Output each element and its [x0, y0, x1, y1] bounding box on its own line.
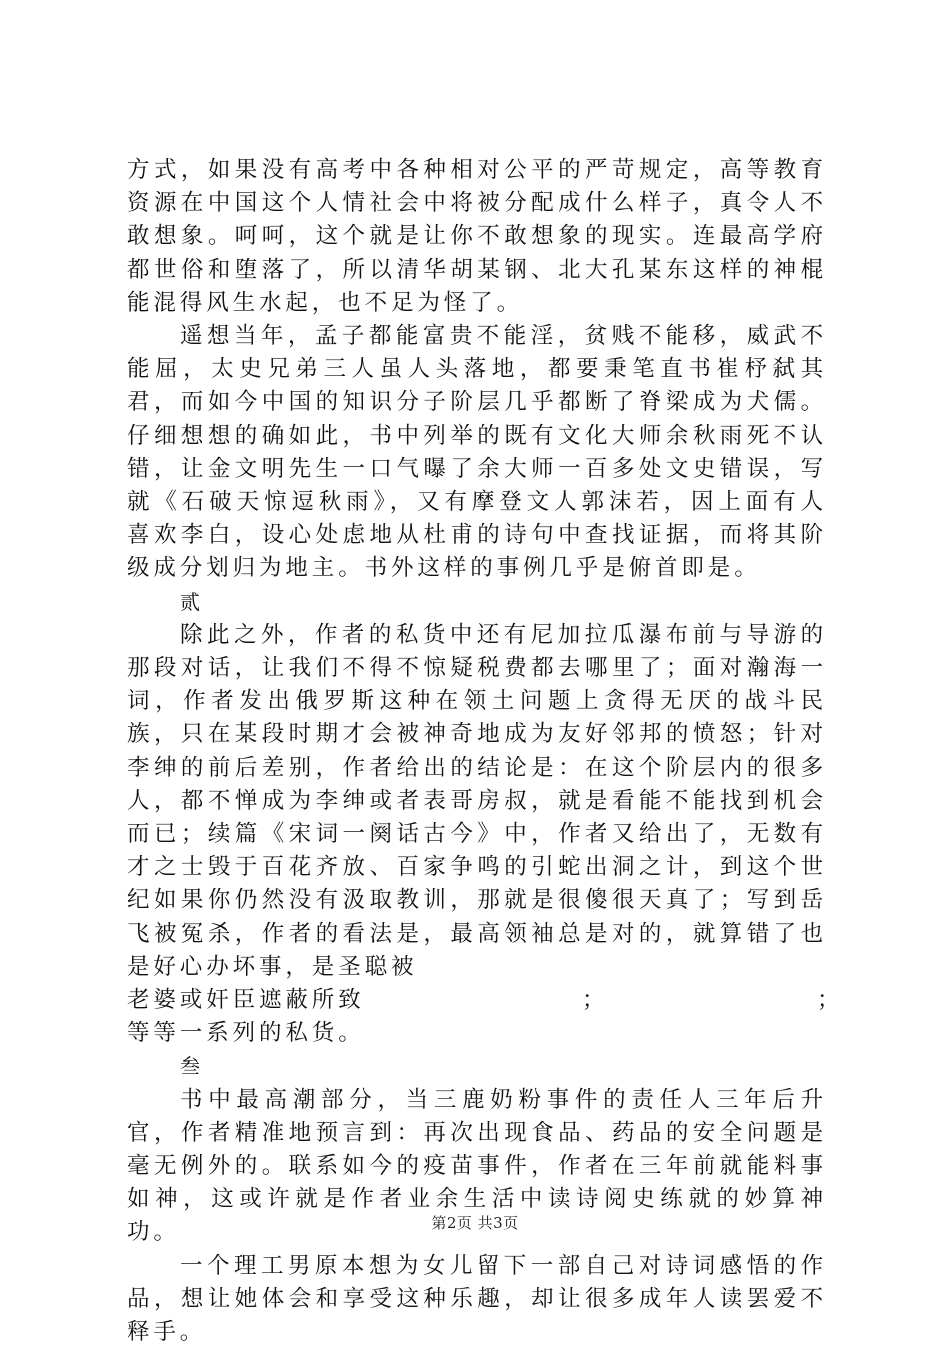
paragraph-4: 书中最高潮部分，当三鹿奶粉事件的责任人三年后升官，作者精准地预言到：再次出现食品、药品的安全问题是毫无例外的。联系如今的疫苗事件，作者在三年前就能料事如神，这或许就是作者业余生活中读诗阅史练就的妙算神功。 [127, 1086, 827, 1246]
paragraph-5: 一个理工男原本想为女儿留下一部自己对诗词感悟的作品，想让她体会和享受这种乐趣，却让很多成年人读罢爱不释手。 [127, 1252, 827, 1346]
section-heading-3: 叁 [180, 1054, 201, 1079]
paragraph-3-semicolon-2: ； [817, 987, 844, 1014]
paragraph-2: 遥想当年，孟子都能富贵不能淫，贫贱不能移，威武不能屈，太史兄弟三人虽人头落地，都要秉笔直书崔杼弑其君，而如今中国的知识分子阶层几乎都断了脊梁成为犬儒。仔细想想的确如此，书中列举的既有文化大师余秋雨死不认错，让金文明先生一口气曝了余大师一百多处文史错误，写就《石破天惊逗秋雨》，又有摩登文人郭沫若，因上面有人喜欢李白，设心处虑地从杜甫的诗句中查找证据，而将其阶级成分划归为地主。书外这样的事例几乎是俯首即是。 [127, 323, 827, 582]
paragraph-3-gap-lead: 老婆或奸臣遮蔽所致 [127, 987, 365, 1014]
section-heading-2: 贰 [180, 589, 201, 614]
paragraph-3-gap-line [127, 984, 844, 1017]
page-footer: 第2页 共3页 [431, 1214, 519, 1232]
paragraph-3-semicolon-1: ； [582, 987, 609, 1014]
paragraph-1: 方式，如果没有高考中各种相对公平的严苛规定，高等教育资源在中国这个人情社会中将被分配成什么样子，真令人不敢想象。呵呵，这个就是让你不敢想象的现实。连最高学府都世俗和堕落了，所以清华胡某钢、北大孔某东这样的神棍能混得风生水起，也不足为怪了。 [127, 157, 827, 316]
paragraph-3: 除此之外，作者的私货中还有尼加拉瓜瀑布前与导游的那段对话，让我们不得不惊疑税费都去哪里了；面对瀚海一词，作者发出俄罗斯这种在领土问题上贪得无厌的战斗民族，只在某段时期才会被神奇地成为友好邻邦的愤怒；针对李绅的前后差别，作者给出的结论是：在这个阶层内的很多人，都不惮成为李绅或者表哥房叔，就是看能不能找到机会而已；续篇《宋词一阕话古今》中，作者又给出了，无数有才之士毁于百花齐放、百家争鸣的引蛇出洞之计，到这个世纪如果你仍然没有汲取教训，那就是很傻很天真了；写到岳飞被冤杀，作者的看法是，最高领袖总是对的，就算错了也是好心办坏事，是圣聪被 [127, 621, 827, 980]
paragraph-3-end: 等等一系列的私货。 [127, 1020, 365, 1047]
document-body [127, 154, 844, 1349]
